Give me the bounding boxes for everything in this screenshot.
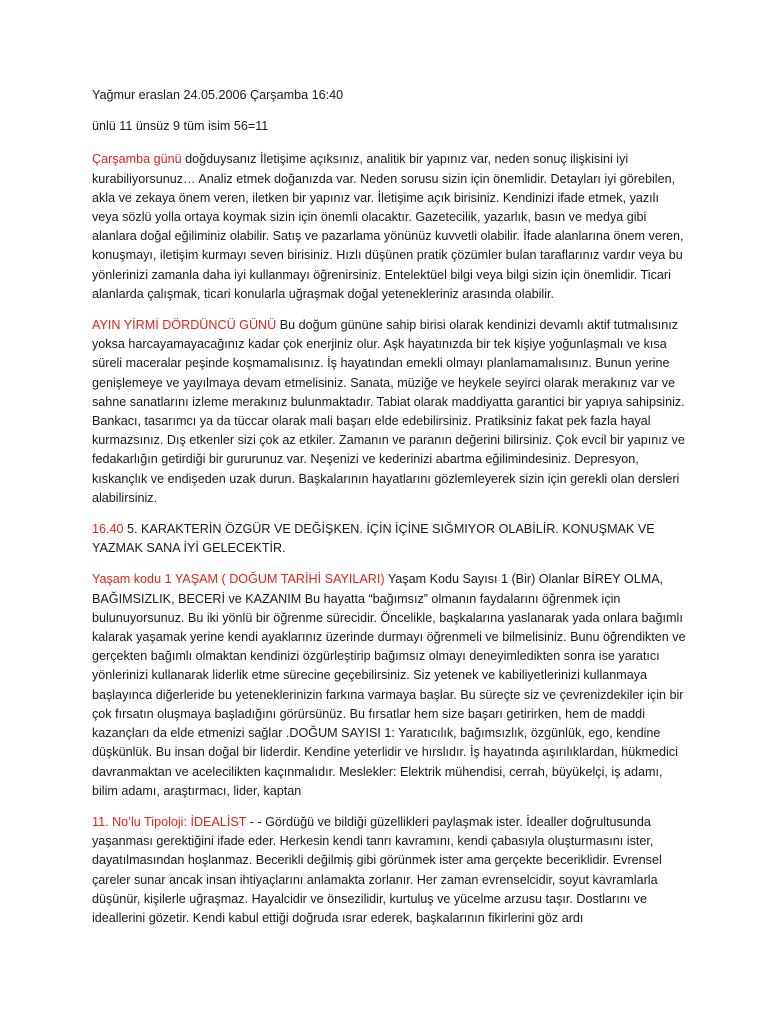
paragraph-typology xyxy=(92,813,686,928)
paragraph-body: 5. KARAKTERİN ÖZGÜR VE DEĞİŞKEN. İÇİN İÇİNE SIĞMIYOR OLABİLİR. KONUŞMAK VE YAZMAK SANA İYİ GELECEKTİR. xyxy=(92,522,655,556)
paragraph-body: doğduysanız İletişime açıksınız, analitik bir yapınız var, neden sonuç ilişkisini iyi kurabiliyorsunuz… Analiz etmek doğanızda var. Neden sorusu sizin için önemlidir. Detayları iyi görebilen, akla ve zekaya önem veren, iletken bir yapınız var. İletişime açık birisiniz. Kendinizi ifade etmek, yazılı veya sözlü yolla ortaya koymak sizin için önemli olacaktır. Gazetecilik, yazarlık, basın ve medya gibi alanlara doğal eğiliminiz olabilir. Satış ve pazarlama yönünüz kuvvetli olabilir. İfade alanlarına önem veren, konuşmayı, iletişim kurmayı seven birisiniz. Hızlı düşünen pratik çözümler bulan taraflarınız vardır veya bu yönlerinizi zamanla daha iyi kullanmayı öğrenirsiniz. Entelektüel bilgi veya bilgi sizin için önemlidir. Ticari alanlarda çalışmak, ticari konularla uğraşmak doğal yetenekleriniz arasında olabilir. xyxy=(92,152,684,301)
paragraph-lead: 16.40 xyxy=(92,522,124,537)
document-header: Yağmur eraslan 24.05.2006 Çarşamba 16:40 xyxy=(92,88,344,102)
name-numerology-line: ünlü 11 ünsüz 9 tüm isim 56=11 xyxy=(92,119,269,134)
paragraph-24th-day xyxy=(92,316,686,508)
paragraph-life-code xyxy=(92,570,686,800)
paragraph-body: Yaşam Kodu Sayısı 1 (Bir) Olanlar BİREY OLMA, BAĞIMSIZLIK, BECERİ ve KAZANIM Bu hayatta “bağımsız” olmanın faydalarını öğrenmek için bulunuyorsunuz. Bu iki yönlü bir öğrenme sürecidir. Öncelikle, başkalarına yaslanarak yada onlara bağımlı kalarak yaşamak yerine kendi ayaklarınız üzerinde durmayı öğrenmeli ve bilmelisiniz. Bunu öğrendikten ve gerçekten bağımlı olmaktan kendinizi özgürleştirip bağımsız olmayı deneyimledikten sonra ise yaratıcı yönlerinizi kullanarak liderlik etme sürecine geçebilirsiniz. Siz yetenek ve kabiliyetlerinizi kullanmaya başlayınca diğerleride bu yeteneklerinizin farkına varmaya başlar. Bu süreçte siz ve çevrenizdekiler için bir çok fırsatın oluşmaya başladığını görürsünüz. Bu fırsatlar hem size başarı getirirken, hem de maddi kazançları da elde etmenizi sağlar .DOĞUM SAYISI 1: Yaratıcılık, bağımsızlık, özgünlük, ego, kendine düşkünlük. Bu insan doğal bir liderdir. Kendine yeterlidir ve hırslıdır. İş hayatında aşırılıklardan, hükmedici davranmaktan ve acelecilikten kaçınmalıdır. Meslekler: Elektrik mühendisi, cerrah, büyükelçi, iş adamı, bilim adamı, araştırmacı, lider, kaptan xyxy=(92,572,686,798)
paragraph-body: - - Gördüğü ve bildiği güzellikleri paylaşmak ister. İdealler doğrultusunda yaşanması gerektiğini ifade eder. Herkesin kendi tanrı kavramını, kendi çabasıyla oluşturmasını ister, dayatılmasından hoşlanmaz. Becerikli değilmiş gibi görünmek ister ama gerçekte beceriklidir. Evrensel çareler sunar ancak insan ihtiyaçlarını anlamakta zorlanır. Her zaman evrenselcidir, soyut kavramlarla düşünür, kişilerle uğraşmaz. Hayalcidir ve önsezilidir, kurtuluş ve yücelme arzusu taşır. Dostlarını ve ideallerini gözetir. Kendi kabul ettiği doğruda ısrar ederek, başkalarının fikirlerini göz ardı xyxy=(92,814,662,925)
paragraph-hour-16-40 xyxy=(92,520,686,558)
paragraph-lead: Yaşam kodu 1 YAŞAM ( DOĞUM TARİHİ SAYILARI) xyxy=(92,572,385,587)
paragraph-lead: 11. No’lu Tipoloji: İDEALİST xyxy=(92,814,247,829)
paragraph-body: Bu doğum gününe sahip birisi olarak kendinizi devamlı aktif tutmalısınız yoksa harcayamayacağınız kadar çok enerjiniz olur. Aşk hayatınızda bir tek kişiye yoğunlaşmalı ve kısa süreli maceralar peşinde koşmamalısınız. İş hayatından emekli olmayı planlamamalısınız. Bunun yerine genişlemeye ve yayılmaya devam etmelisiniz. Sanata, müziğe ve heykele seyirci olarak merakınız var ve sahne sanatlarını izleme merakınız bulunmaktadır. Tabiat olarak maddiyatta garantici bir yapıya sahipsiniz. Bankacı, tasarımcı ya da tüccar olarak mali başarı elde edebilirsiniz. Pratiksiniz fakat pek fazla hayal kurmazsınız. Dış etkenler sizi çok az etkiler. Zamanın ve paranın değerini bilirsiniz. Çok evcil bir yapınız ve fedakarlığın getirdiği bir gururunuz var. Neşenizi ve kederinizi abartma eğilimindesiniz. Depresyon, kıskançlık ve endişeden uzak durun. Başkalarının hayatlarını gözlemleyerek sizin için gerekli olan dersleri alabilirsiniz. xyxy=(92,318,685,505)
paragraph-wednesday xyxy=(92,150,686,304)
paragraph-lead: AYIN YİRMİ DÖRDÜNCÜ GÜNÜ xyxy=(92,318,277,333)
paragraph-lead: Çarşamba günü xyxy=(92,152,182,167)
